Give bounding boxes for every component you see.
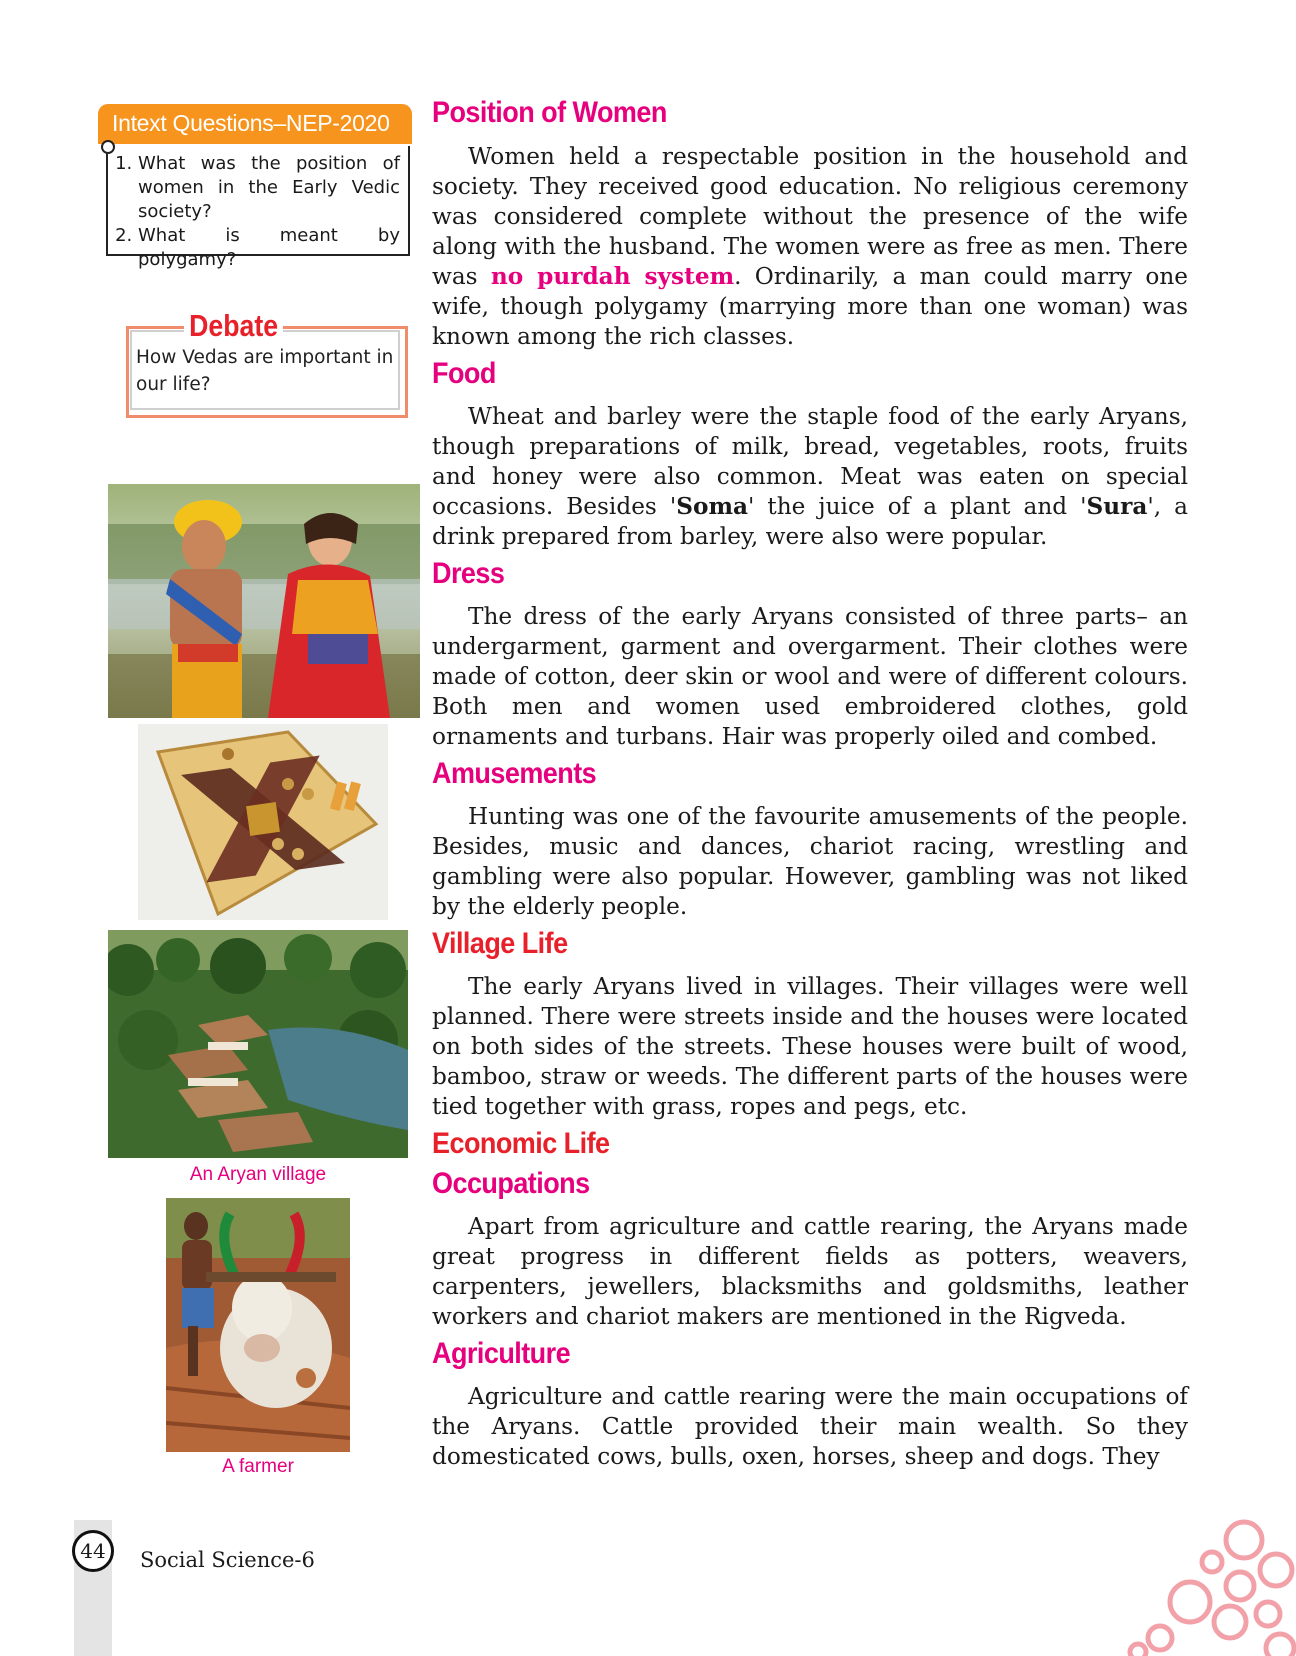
page-number: 44 — [72, 1530, 114, 1572]
decorative-circles-icon — [1120, 1510, 1296, 1656]
paragraph-agriculture: Agriculture and cattle rearing were the main occupations of the Aryans. Cattle provided their main wealth. So they domesticated cows, bulls, oxen, horses, sheep and dogs. They — [432, 1383, 1188, 1470]
book-title: Social Science-6 — [140, 1548, 315, 1572]
aryan-village-image — [108, 930, 408, 1158]
heading-amusements: Amusements — [432, 757, 597, 790]
food-text-2: ' the juice of a plant and ' — [748, 493, 1087, 520]
heading-agriculture: Agriculture — [432, 1337, 571, 1370]
paragraph-dress: The dress of the early Aryans consisted of three parts– an undergarment, garment and overgarment. Their clothes were made of cotton, deer skin or wool and were of different colours. Both men and women used embroidered clothes, gold ornaments and turbans. Hair was properly oiled and combed. — [432, 603, 1188, 750]
paragraph-position-of-women — [432, 142, 1188, 352]
bullet-dot-icon — [101, 140, 115, 154]
chaupar-board-image — [138, 724, 388, 920]
intext-question-2: 2. What is meant by polygamy? — [138, 224, 400, 272]
intext-question-list — [114, 152, 400, 272]
heading-village-life: Village Life — [432, 927, 568, 960]
farmer-image — [166, 1198, 350, 1452]
paragraph-village-life: The early Aryans lived in villages. Their villages were well planned. There were streets inside and the houses were located on both sides of the streets. These houses were built of wood, bamboo, straw or weeds. The different parts of the houses were tied together with grass, ropes and pegs, etc. — [432, 973, 1188, 1120]
soma-bold: Soma — [676, 493, 749, 520]
sura-bold: Sura — [1086, 493, 1148, 520]
heading-economic-life: Economic Life — [432, 1127, 610, 1160]
women-text-end: . Ordinarily, a man could marry one wife, though polygamy (marrying more than one woman) was known among the rich classes. — [432, 263, 1188, 350]
paragraph-occupations: Apart from agriculture and cattle rearing, the Aryans made great progress in different fields as potters, weavers, carpenters, jewellers, blacksmiths and goldsmiths, leather workers and chariot makers are mentioned in the Rigveda. — [432, 1213, 1188, 1330]
debate-question: How Vedas are important in our life? — [136, 347, 394, 395]
paragraph-amusements: Hunting was one of the favourite amusements of the people. Besides, music and dances, chariot racing, wrestling and gambling were also popular. However, gambling was not liked by the elderly people. — [432, 803, 1188, 920]
heading-food: Food — [432, 357, 496, 390]
heading-position-of-women: Position of Women — [432, 96, 667, 129]
food-text-3: ', a drink prepared from barley, were also were popular. — [432, 493, 1188, 550]
village-caption: An Aryan village — [189, 1164, 327, 1185]
women-text-start: Women held a respectable position in the household and society. They received good education. No religious ceremony was considered complete without the presence of the wife along with the husband. The women were as free as men. There was — [432, 143, 1188, 290]
heading-dress: Dress — [432, 557, 505, 590]
no-purdah-highlight: no purdah system — [490, 263, 735, 290]
aryan-couple-image — [108, 484, 420, 718]
food-text-1: Wheat and barley were the staple food of the early Aryans, though preparations of milk, bread, vegetables, roots, fruits and honey were also common. Meat was eaten on special occasions. Besides ' — [432, 403, 1188, 520]
paragraph-food — [432, 402, 1188, 552]
heading-occupations: Occupations — [432, 1167, 590, 1200]
intext-question-1: 1. What was the position of women in the Early Vedic society? — [138, 152, 400, 224]
debate-label: Debate — [184, 308, 283, 344]
intext-questions-box — [106, 146, 410, 270]
intext-questions-title: Intext Questions–NEP-2020 — [112, 110, 390, 136]
farmer-caption: A farmer — [222, 1456, 294, 1477]
